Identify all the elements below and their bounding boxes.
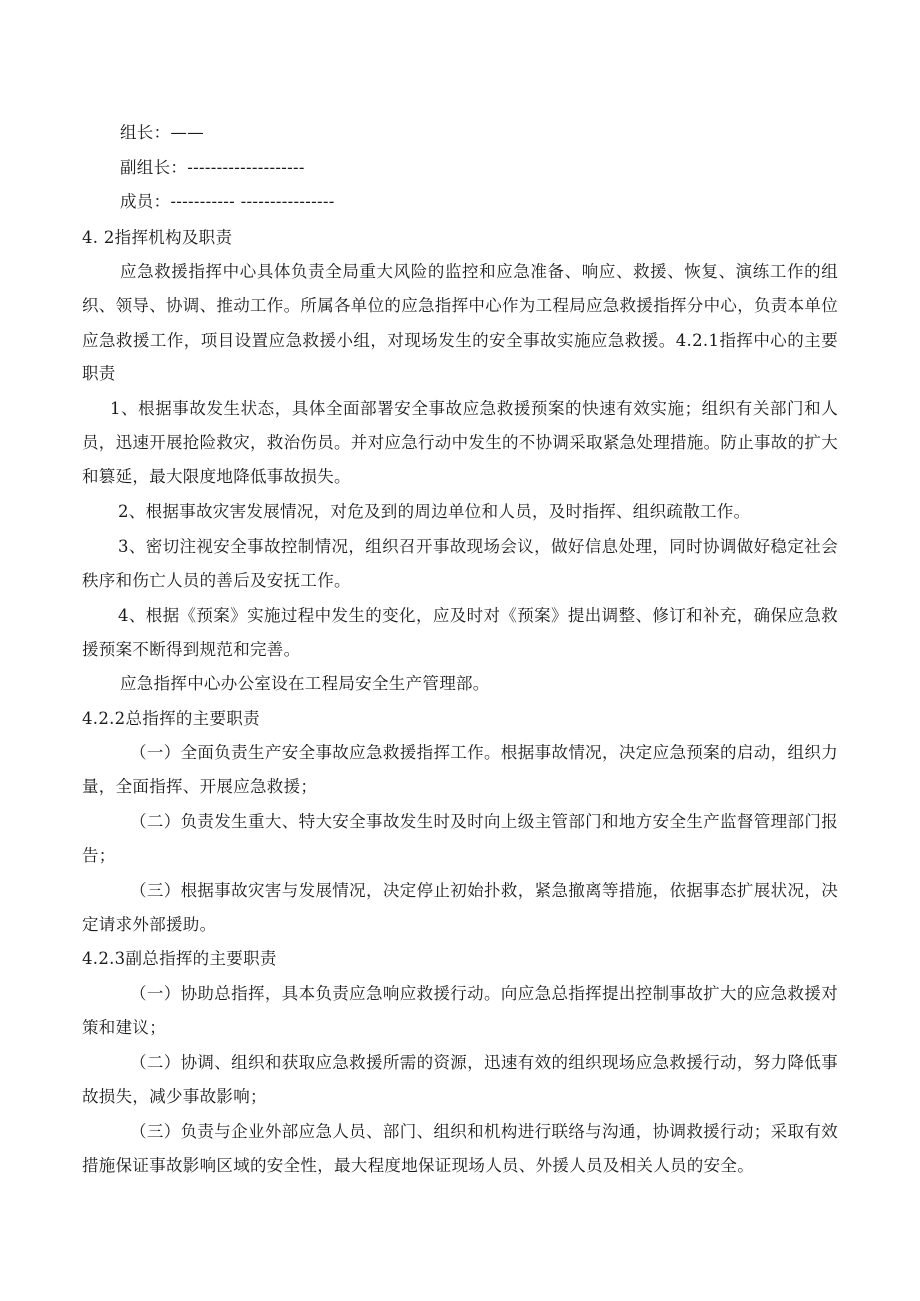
section-4-2-2-heading: 4.2.2总指挥的主要职责 [82, 709, 260, 728]
duty-3-line: 3、密切注视安全事故控制情况，组织召开事故现场会议，做好信息处理，同时协调做好稳定社会 [118, 537, 838, 556]
team-deputy-line: 副组长：-------------------- [120, 158, 305, 177]
office-line: 应急指挥中心办公室设在工程局安全生产管理部。 [120, 674, 490, 693]
deputy-duty-1-line: 策和建议； [82, 1018, 166, 1037]
intro-line: 职责 [82, 364, 116, 383]
duty-1-line: 员，迅速开展抢险救灾，救治伤员。并对应急行动中发生的不协调采取紧急处理措施。防止事故的扩大 [82, 433, 838, 452]
chief-duty-3-line: 定请求外部援助。 [82, 915, 217, 934]
intro-line: 应急救援指挥中心具体负责全局重大风险的监控和应急准备、响应、救援、恢复、演练工作的组 [120, 262, 838, 281]
deputy-duty-1-line: （一）协助总指挥，具本负责应急响应救援行动。向应急总指挥提出控制事故扩大的应急救援对 [130, 984, 838, 1003]
chief-duty-1-line: 量，全面指挥、开展应急救援； [82, 777, 318, 796]
chief-duty-1-line: （一）全面负责生产安全事故应急救援指挥工作。根据事故情况，决定应急预案的启动，组织力 [130, 743, 838, 762]
chief-duty-3-line: （三）根据事故灾害与发展情况，决定停止初始扑救，紧急撤离等措施，依据事态扩展状况，决 [130, 881, 838, 900]
section-4-2-3-heading: 4.2.3副总指挥的主要职责 [82, 949, 277, 968]
team-leader-line: 组长：—— [120, 123, 204, 142]
duty-4-line: 援预案不断得到规范和完善。 [82, 640, 301, 659]
deputy-duty-3-line: 措施保证事故影响区域的安全性，最大程度地保证现场人员、外援人员及相关人员的安全。 [82, 1156, 754, 1175]
duty-4-line: 4、根据《预案》实施过程中发生的变化，应及时对《预案》提出调整、修订和补充，确保应急救 [118, 606, 838, 625]
duty-3-line: 秩序和伤亡人员的善后及安抚工作。 [82, 571, 351, 590]
duty-2-line: 2、根据事故灾害发展情况，对危及到的周边单位和人员，及时指挥、组织疏散工作。 [118, 502, 751, 521]
deputy-duty-2-line: 故损失，减少事故影响； [82, 1087, 267, 1106]
duty-1-line: 1、根据事故发生状态，具体全面部署安全事故应急救援预案的快速有效实施；组织有关部门和人 [110, 399, 838, 418]
intro-line: 应急救援工作，项目设置应急救援小组，对现场发生的安全事故实施应急救援。4.2.1指挥中心的主要 [82, 331, 838, 350]
section-4-2-heading: 4. 2指挥机构及职责 [82, 228, 233, 247]
team-members-line: 成员：----------- ---------------- [120, 192, 335, 211]
duty-1-line: 和篡延，最大限度地降低事故损失。 [82, 467, 351, 486]
chief-duty-2-line: （二）负责发生重大、特大安全事故发生时及时向上级主管部门和地方安全生产监督管理部门报 [130, 812, 838, 831]
deputy-duty-2-line: （二）协调、组织和获取应急救援所需的资源，迅速有效的组织现场应急救援行动，努力降低事 [130, 1053, 838, 1072]
intro-line: 织、领导、协调、推动工作。所属各单位的应急指挥中心作为工程局应急救援指挥分中心，负责本单位 [82, 296, 838, 315]
deputy-duty-3-line: （三）负责与企业外部应急人员、部门、组织和机构进行联络与沟通，协调救援行动；采取有效 [130, 1122, 838, 1141]
chief-duty-2-line: 告； [82, 846, 116, 865]
